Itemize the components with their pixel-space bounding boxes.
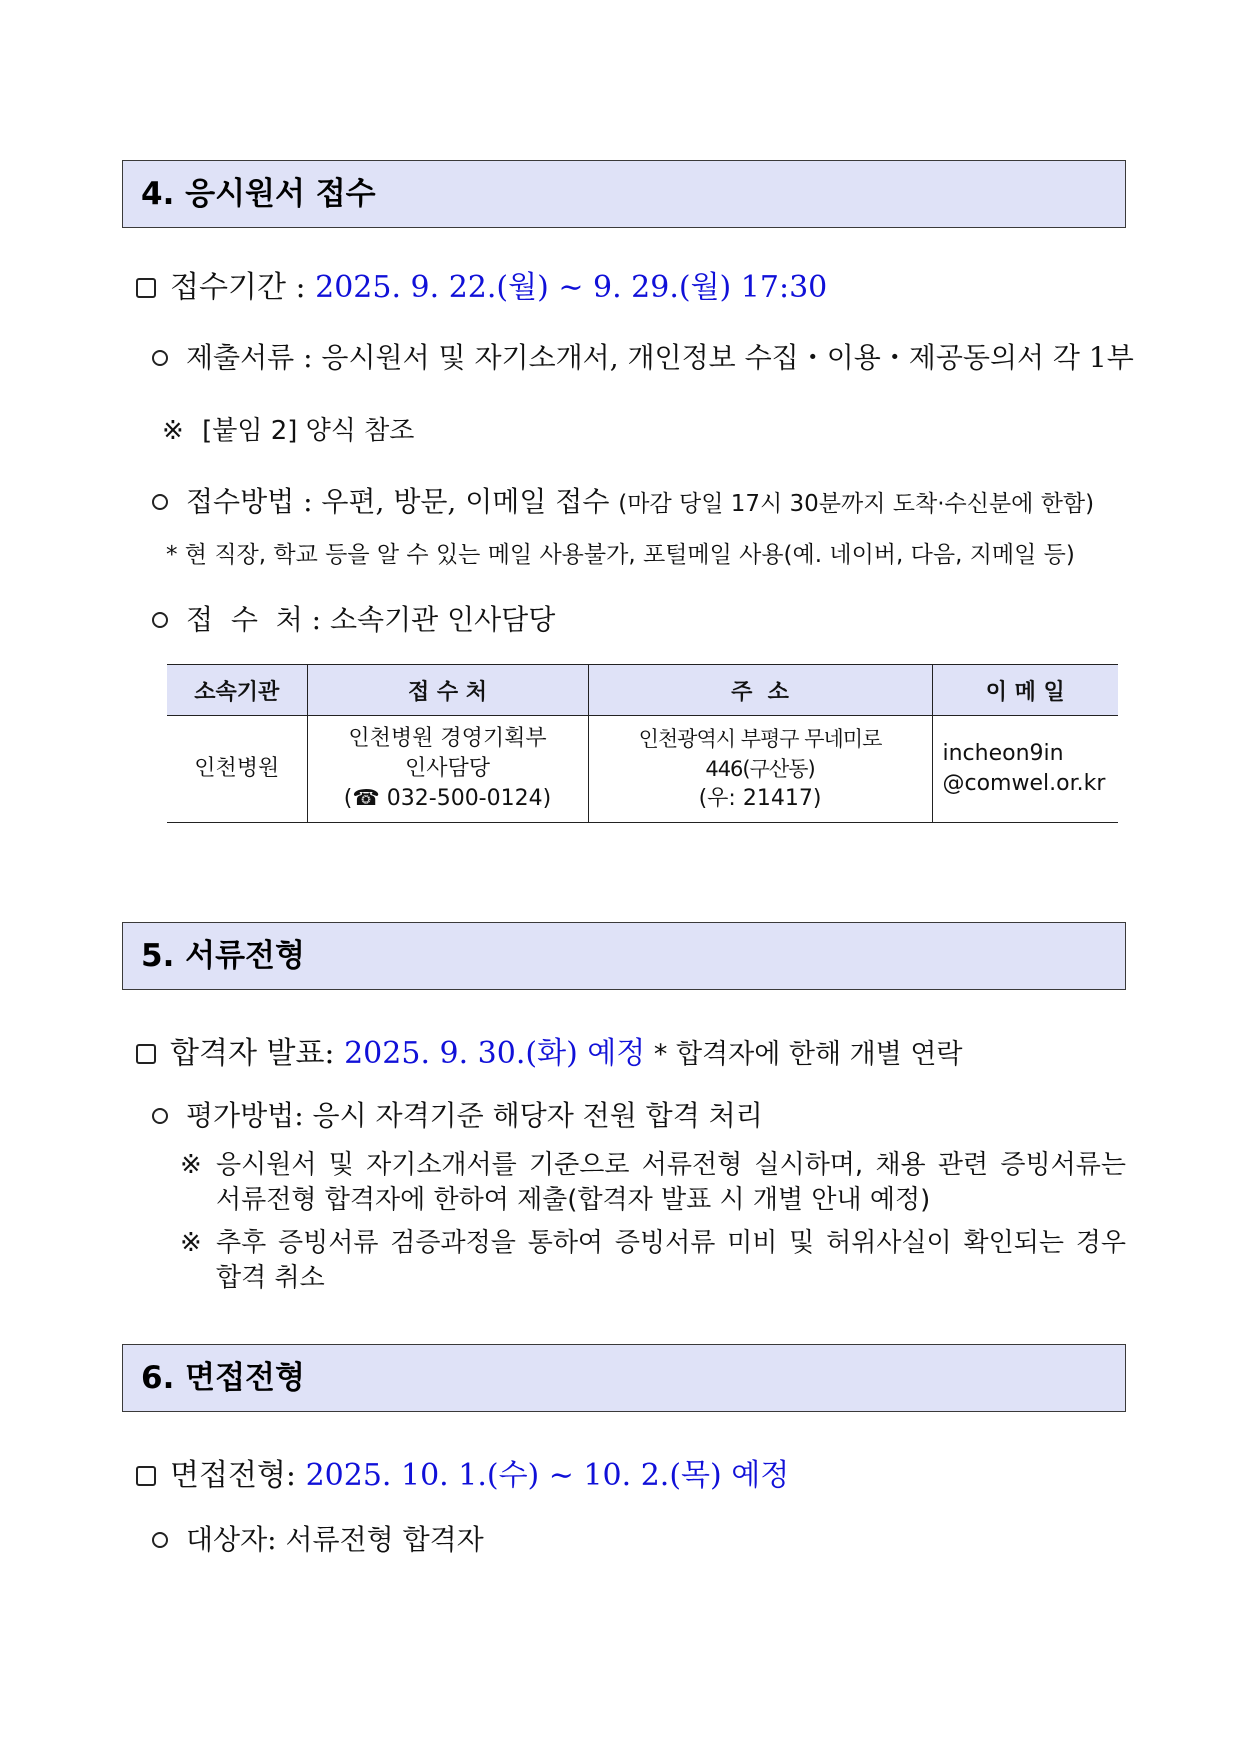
- circle-bullet-icon: [152, 350, 168, 366]
- circle-bullet-icon: [152, 612, 168, 628]
- target-text: 대상자: 서류전형 합격자: [186, 1523, 484, 1556]
- docs-text: 제출서류 : 응시원서 및 자기소개서, 개인정보 수집・이용・제공동의서 각 1부: [186, 341, 1134, 374]
- interview-line: [136, 1450, 789, 1494]
- cell-address: [588, 716, 932, 823]
- method-detail: (마감 당일 17시 30분까지 도착·수신분에 한함): [618, 491, 1095, 517]
- header-address: 주 소: [588, 665, 932, 716]
- square-bullet-icon: [136, 278, 156, 298]
- section-6-title: 6. 면접전형: [141, 1360, 305, 1396]
- place-line: [152, 598, 555, 638]
- eval-text: 평가방법: 응시 자격기준 해당자 전원 합격 처리: [186, 1099, 763, 1132]
- table-row: [167, 716, 1118, 823]
- address-line-1: 인천광역시 부평구 무네미로: [638, 727, 882, 751]
- note-1: [180, 1148, 1126, 1218]
- method-label: 접수방법 : 우편, 방문, 이메일 접수: [186, 485, 619, 518]
- section-6-header: [122, 1344, 1126, 1412]
- circle-bullet-icon: [152, 1532, 168, 1548]
- cell-email: [932, 716, 1118, 823]
- circle-bullet-icon: [152, 1108, 168, 1124]
- circle-bullet-icon: [152, 494, 168, 510]
- eval-line: [152, 1094, 763, 1134]
- docs-note-text: [붙임 2] 양식 참조: [202, 416, 415, 446]
- square-bullet-icon: [136, 1044, 156, 1064]
- office-phone-line: (☎ 032-500-0124): [343, 786, 552, 811]
- announce-value: 2025. 9. 30.(화) 예정: [344, 1036, 646, 1071]
- period-label: 접수기간 :: [170, 270, 316, 305]
- email-line-2: @comwel.or.kr: [942, 771, 1106, 796]
- interview-label: 면접전형:: [170, 1458, 306, 1493]
- announce-label: 합격자 발표:: [170, 1036, 345, 1071]
- table-header-row: [167, 665, 1118, 716]
- target-line: [152, 1518, 484, 1558]
- interview-value: 2025. 10. 1.(수) ∼ 10. 2.(목) 예정: [305, 1458, 790, 1493]
- header-email: 이 메 일: [932, 665, 1118, 716]
- square-bullet-icon: [136, 1466, 156, 1486]
- docs-note: [162, 410, 414, 447]
- note-2: [180, 1226, 1126, 1296]
- place-text: 접 수 처 : 소속기관 인사담당: [186, 603, 556, 636]
- header-agency: 소속기관: [167, 665, 307, 716]
- docs-line: [152, 336, 1134, 376]
- email-line-1: incheon9in: [942, 741, 1064, 766]
- office-line-2: 인사담당: [404, 756, 490, 781]
- receipt-table: [167, 664, 1118, 823]
- section-4-header: [122, 160, 1126, 228]
- office-line-1: 인천병원 경영기획부: [348, 726, 547, 751]
- cell-agency: 인천병원: [167, 716, 307, 823]
- method-line: [152, 480, 1094, 520]
- address-line-3: (우: 21417): [698, 786, 822, 811]
- method-note: * 현 직장, 학교 등을 알 수 있는 메일 사용불가, 포털메일 사용(예. 네이버, 다음, 지메일 등): [166, 542, 1075, 568]
- section-5-header: [122, 922, 1126, 990]
- note-2-text: 추후 증빙서류 검증과정을 통하여 증빙서류 미비 및 허위사실이 확인되는 경우 합격 취소: [216, 1228, 1126, 1293]
- address-line-2: 446(구산동): [705, 757, 815, 781]
- reference-mark: ※: [180, 1228, 202, 1258]
- cell-office: [307, 716, 588, 823]
- announce-line: [136, 1028, 963, 1072]
- announce-note: * 합격자에 한해 개별 연락: [645, 1039, 963, 1070]
- office-phone: 032-500-0124: [386, 786, 543, 811]
- reference-mark: ※: [180, 1150, 202, 1180]
- period-line: [136, 262, 827, 306]
- period-value: 2025. 9. 22.(월) ∼ 9. 29.(월) 17:30: [315, 270, 828, 305]
- note-1-text: 응시원서 및 자기소개서를 기준으로 서류전형 실시하며, 채용 관련 증빙서류는 서류전형 합격자에 한하여 제출(합격자 발표 시 개별 안내 예정): [216, 1150, 1126, 1215]
- phone-icon: ☎: [352, 786, 380, 811]
- header-office: 접 수 처: [307, 665, 588, 716]
- reference-mark: ※: [162, 416, 184, 446]
- section-5-title: 5. 서류전형: [141, 938, 305, 974]
- section-4-title: 4. 응시원서 접수: [141, 176, 376, 212]
